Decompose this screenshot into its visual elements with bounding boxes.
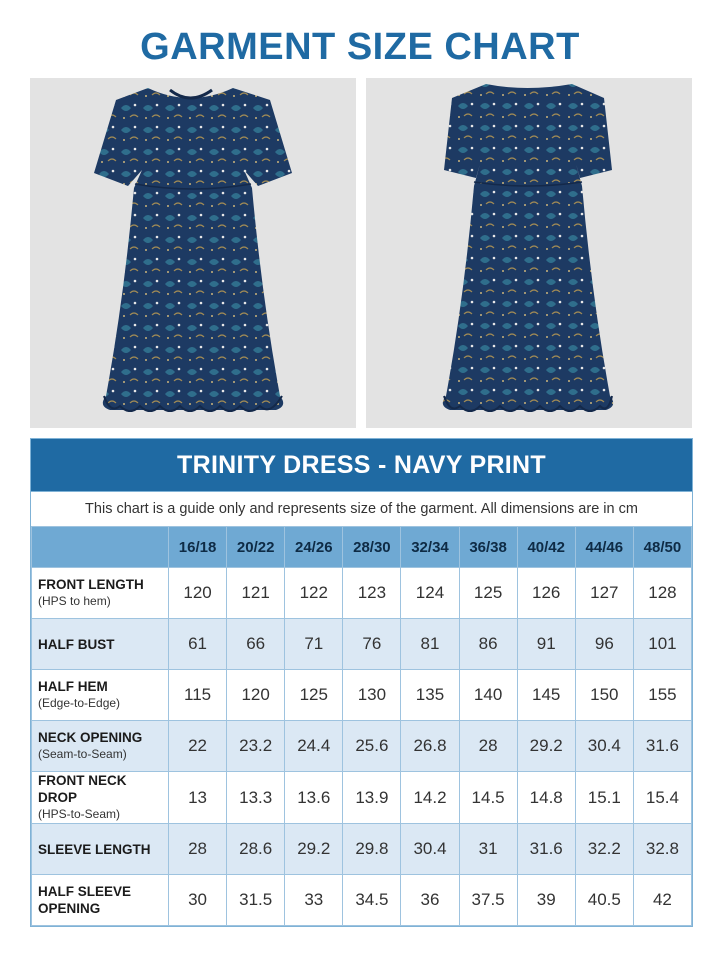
table-cell: 122 xyxy=(285,568,343,619)
table-row-half-hem xyxy=(32,670,692,721)
table-cell: 135 xyxy=(401,670,459,721)
row-label xyxy=(32,619,169,670)
table-cell: 29.2 xyxy=(517,721,575,772)
table-cell: 91 xyxy=(517,619,575,670)
table-cell: 76 xyxy=(343,619,401,670)
table-cell: 123 xyxy=(343,568,401,619)
table-cell: 32.8 xyxy=(633,824,691,875)
table-cell: 155 xyxy=(633,670,691,721)
table-cell: 28 xyxy=(459,721,517,772)
table-cell: 29.2 xyxy=(285,824,343,875)
table-cell: 31.5 xyxy=(227,875,285,926)
table-row-half-sleeve-opening xyxy=(32,875,692,926)
row-label-text: HALF BUST xyxy=(38,636,115,652)
table-cell: 150 xyxy=(575,670,633,721)
table-row-front-neck-drop xyxy=(32,772,692,824)
table-cell: 14.5 xyxy=(459,772,517,824)
dress-front-illustration xyxy=(30,78,356,428)
size-header: 48/50 xyxy=(633,527,691,568)
table-cell: 120 xyxy=(227,670,285,721)
table-cell: 61 xyxy=(169,619,227,670)
table-cell: 34.5 xyxy=(343,875,401,926)
table-cell: 30.4 xyxy=(575,721,633,772)
table-row-front-length xyxy=(32,568,692,619)
table-cell: 14.8 xyxy=(517,772,575,824)
row-label-text: HALF HEM xyxy=(38,679,108,694)
size-header: 36/38 xyxy=(459,527,517,568)
measurements-table xyxy=(31,526,692,926)
table-cell: 13.9 xyxy=(343,772,401,824)
table-cell: 125 xyxy=(285,670,343,721)
table-cell: 30.4 xyxy=(401,824,459,875)
table-cell: 29.8 xyxy=(343,824,401,875)
table-cell: 125 xyxy=(459,568,517,619)
table-cell: 81 xyxy=(401,619,459,670)
header-corner xyxy=(32,527,169,568)
table-cell: 13 xyxy=(169,772,227,824)
table-cell: 25.6 xyxy=(343,721,401,772)
table-cell: 13.6 xyxy=(285,772,343,824)
table-cell: 120 xyxy=(169,568,227,619)
row-label xyxy=(32,670,169,721)
row-label-text: FRONT LENGTH xyxy=(38,577,144,592)
size-header: 44/46 xyxy=(575,527,633,568)
size-header: 40/42 xyxy=(517,527,575,568)
size-chart-table xyxy=(30,438,693,927)
row-label-text: FRONT NECK DROP xyxy=(38,773,127,805)
table-heading: TRINITY DRESS - NAVY PRINT xyxy=(31,439,692,491)
table-cell: 128 xyxy=(633,568,691,619)
table-cell: 39 xyxy=(517,875,575,926)
table-cell: 22 xyxy=(169,721,227,772)
row-label-sub: (HPS to hem) xyxy=(38,594,111,608)
table-cell: 24.4 xyxy=(285,721,343,772)
table-cell: 126 xyxy=(517,568,575,619)
table-cell: 33 xyxy=(285,875,343,926)
table-cell: 37.5 xyxy=(459,875,517,926)
table-cell: 32.2 xyxy=(575,824,633,875)
row-label xyxy=(32,772,169,824)
row-label xyxy=(32,875,169,926)
size-header: 28/30 xyxy=(343,527,401,568)
table-cell: 86 xyxy=(459,619,517,670)
table-cell: 115 xyxy=(169,670,227,721)
size-header-row xyxy=(32,527,692,568)
table-cell: 14.2 xyxy=(401,772,459,824)
table-cell: 130 xyxy=(343,670,401,721)
table-note: This chart is a guide only and represents size of the garment. All dimensions are in cm xyxy=(31,491,692,526)
table-row-half-bust xyxy=(32,619,692,670)
table-cell: 96 xyxy=(575,619,633,670)
table-cell: 124 xyxy=(401,568,459,619)
table-row-neck-opening xyxy=(32,721,692,772)
size-header: 16/18 xyxy=(169,527,227,568)
row-label xyxy=(32,824,169,875)
dress-back-illustration xyxy=(366,78,692,428)
row-label-text: NECK OPENING xyxy=(38,730,143,745)
table-cell: 31.6 xyxy=(633,721,691,772)
table-cell: 23.2 xyxy=(227,721,285,772)
row-label-text: HALF SLEEVE OPENING xyxy=(38,884,132,916)
table-cell: 140 xyxy=(459,670,517,721)
table-cell: 15.4 xyxy=(633,772,691,824)
table-cell: 30 xyxy=(169,875,227,926)
table-cell: 13.3 xyxy=(227,772,285,824)
table-cell: 36 xyxy=(401,875,459,926)
size-header: 20/22 xyxy=(227,527,285,568)
table-cell: 121 xyxy=(227,568,285,619)
table-cell: 42 xyxy=(633,875,691,926)
row-label-sub: (Seam-to-Seam) xyxy=(38,747,127,761)
table-cell: 26.8 xyxy=(401,721,459,772)
table-cell: 40.5 xyxy=(575,875,633,926)
page-title: GARMENT SIZE CHART xyxy=(140,26,580,68)
table-cell: 31.6 xyxy=(517,824,575,875)
table-cell: 71 xyxy=(285,619,343,670)
table-cell: 127 xyxy=(575,568,633,619)
row-label-sub: (Edge-to-Edge) xyxy=(38,696,121,710)
size-header: 24/26 xyxy=(285,527,343,568)
row-label-text: SLEEVE LENGTH xyxy=(38,841,151,857)
row-label xyxy=(32,568,169,619)
dress-back-photo xyxy=(366,78,692,428)
size-header: 32/34 xyxy=(401,527,459,568)
table-cell: 66 xyxy=(227,619,285,670)
table-row-sleeve-length xyxy=(32,824,692,875)
table-cell: 145 xyxy=(517,670,575,721)
dress-front-photo xyxy=(30,78,356,428)
table-cell: 15.1 xyxy=(575,772,633,824)
table-cell: 31 xyxy=(459,824,517,875)
table-cell: 101 xyxy=(633,619,691,670)
table-cell: 28 xyxy=(169,824,227,875)
row-label-sub: (HPS-to-Seam) xyxy=(38,807,121,821)
row-label xyxy=(32,721,169,772)
table-cell: 28.6 xyxy=(227,824,285,875)
